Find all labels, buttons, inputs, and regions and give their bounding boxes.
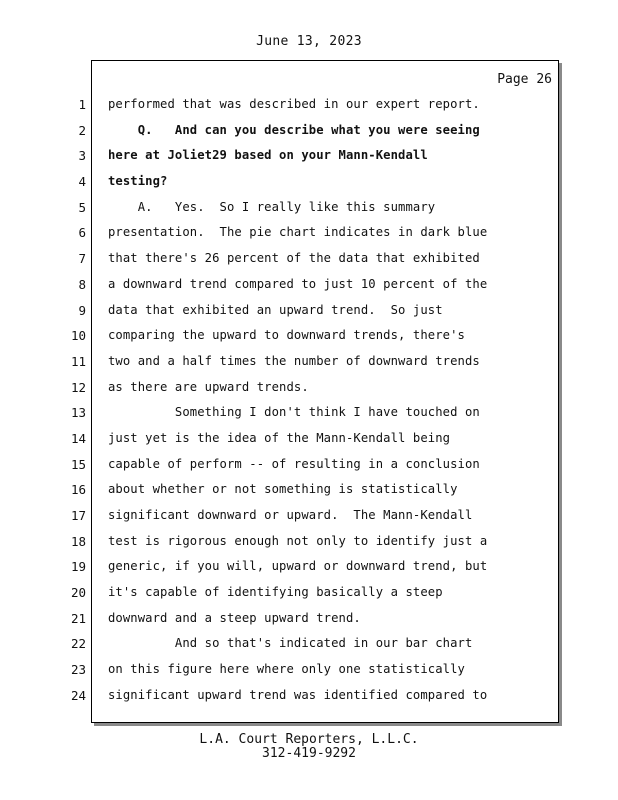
transcript-line: about whether or not something is statistically (108, 482, 458, 497)
transcript-line: two and a half times the number of downward trends (108, 353, 480, 368)
header-date: June 13, 2023 (256, 34, 362, 49)
line-number: 4 (78, 174, 86, 190)
transcript-line: here at Joliet29 based on your Mann-Kendall (108, 148, 428, 163)
line-number: 13 (70, 405, 86, 421)
line-number: 11 (70, 353, 86, 369)
transcript-line: data that exhibited an upward trend. So just (108, 302, 443, 317)
transcript-line: it's capable of identifying basically a steep (108, 585, 443, 600)
line-number: 18 (70, 533, 86, 549)
transcript-line: just yet is the idea of the Mann-Kendall being (108, 430, 451, 445)
transcript-line: presentation. The pie chart indicates in dark blue (108, 225, 488, 240)
line-number: 2 (78, 122, 86, 138)
line-number: 8 (78, 276, 86, 292)
transcript-line: significant downward or upward. The Mann-Kendall (108, 508, 473, 522)
line-number: 16 (70, 482, 86, 498)
transcript-line: generic, if you will, upward or downward trend, but (108, 559, 488, 574)
transcript-line: as there are upward trends. (108, 379, 309, 394)
transcript-line: on this figure here where only one statistically (108, 662, 465, 677)
line-number: 24 (70, 687, 86, 703)
line-number: 9 (78, 302, 86, 318)
line-number: 5 (78, 199, 86, 215)
footer-company: L.A. Court Reporters, L.L.C. (199, 732, 419, 747)
footer (0, 733, 618, 761)
line-number: 21 (70, 610, 86, 626)
transcript-line: performed that was described in our expert report. (108, 97, 480, 111)
line-number: 17 (70, 508, 86, 523)
line-number: 14 (70, 430, 86, 446)
transcript-line: significant upward trend was identified compared to (108, 687, 488, 702)
line-number: 7 (78, 251, 86, 267)
transcript-line: downward and a steep upward trend. (108, 610, 361, 625)
transcript-line: A. Yes. So I really like this summary (108, 199, 436, 214)
transcript-line: Q. And can you describe what you were seeing (108, 122, 480, 137)
transcript-line: And so that's indicated in our bar chart (108, 636, 473, 651)
line-number: 6 (78, 225, 86, 241)
line-number: 10 (70, 328, 86, 344)
line-number: 23 (70, 662, 86, 678)
transcript-line: testing? (108, 174, 168, 189)
footer-phone: 312-419-9292 (262, 746, 356, 761)
transcript-line: that there's 26 percent of the data that exhibited (108, 251, 480, 266)
line-number: 22 (70, 636, 86, 652)
transcript-line: a downward trend compared to just 10 percent of the (108, 276, 488, 291)
line-number: 3 (78, 148, 86, 164)
line-number: 15 (70, 456, 86, 472)
line-number: 19 (70, 559, 86, 575)
transcript-line: comparing the upward to downward trends, there's (108, 328, 465, 343)
page-number: Page 26 (497, 72, 552, 87)
line-number-column (60, 92, 86, 709)
line-number: 1 (78, 97, 86, 112)
transcript-line: test is rigorous enough not only to identify just a (108, 533, 488, 548)
transcript-line: capable of perform -- of resulting in a conclusion (108, 456, 480, 471)
transcript-text (108, 92, 518, 709)
line-number: 20 (70, 585, 86, 601)
line-number: 12 (70, 379, 86, 395)
transcript-line: Something I don't think I have touched on (108, 405, 480, 420)
